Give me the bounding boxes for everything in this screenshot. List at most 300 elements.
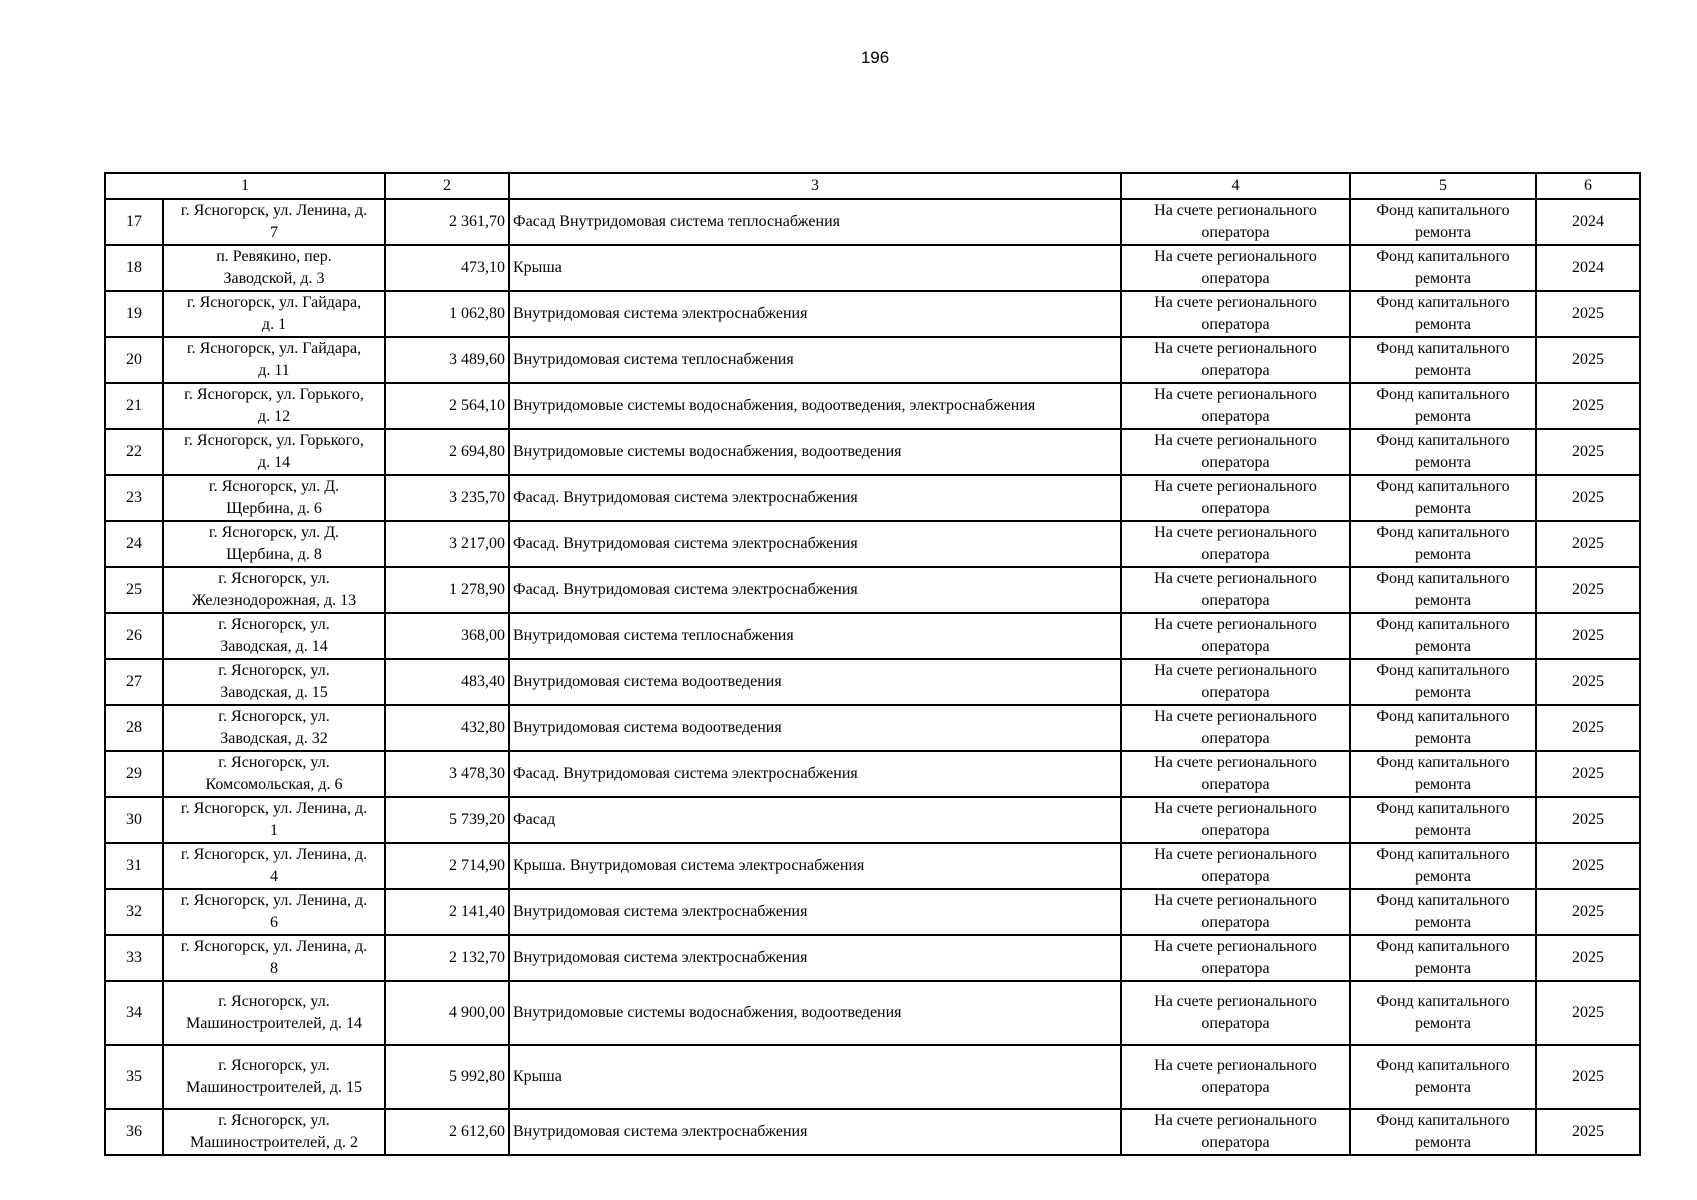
address-cell-text: г. Ясногорск, ул. Гайдара,	[186, 294, 362, 311]
account-cell-text: На счете регионального	[1154, 800, 1317, 817]
area-cell-text: 3 489,60	[449, 351, 505, 368]
funding-source-cell-text: ремонта	[1414, 316, 1472, 333]
work-type-cell	[509, 291, 1121, 337]
account-cell	[1121, 383, 1350, 429]
row-number-cell	[105, 935, 163, 981]
funding-source-cell-text: Фонд капитального	[1376, 800, 1510, 817]
year-cell-text: 2025	[1572, 1123, 1604, 1140]
year-cell	[1536, 291, 1640, 337]
address-cell-text: г. Ясногорск, ул.	[218, 708, 330, 725]
funding-source-cell	[1350, 429, 1536, 475]
address-cell-text: Комсомольская, д. 6	[205, 776, 343, 793]
address-cell	[163, 567, 385, 613]
account-cell	[1121, 981, 1350, 1045]
account-cell-text: На счете регионального	[1154, 993, 1317, 1010]
year-cell-text: 2025	[1572, 673, 1604, 690]
area-cell-text: 5 992,80	[449, 1068, 505, 1085]
funding-source-cell-text: ремонта	[1414, 1079, 1472, 1096]
work-type-cell	[509, 981, 1121, 1045]
table-row	[105, 245, 1640, 291]
account-cell	[1121, 521, 1350, 567]
funding-source-cell	[1350, 613, 1536, 659]
area-cell	[385, 1045, 509, 1109]
account-cell-text: оператора	[1201, 224, 1270, 241]
funding-source-cell-text: ремонта	[1414, 638, 1472, 655]
address-cell-text: г. Ясногорск, ул. Горького,	[184, 432, 364, 449]
funding-source-cell-text: ремонта	[1414, 868, 1472, 885]
row-number-cell	[105, 521, 163, 567]
address-cell-text: 7	[270, 224, 278, 241]
address-cell-text: д. 11	[258, 362, 290, 379]
row-number-cell-text: 32	[126, 903, 142, 920]
funding-source-cell-text: Фонд капитального	[1376, 993, 1510, 1010]
work-type-cell	[509, 245, 1121, 291]
address-cell-text: г. Ясногорск, ул. Гайдара,	[186, 340, 362, 357]
year-cell-text: 2025	[1572, 903, 1604, 920]
column-header-6: 6	[1536, 173, 1640, 199]
address-cell-text: г. Ясногорск, ул.	[218, 1112, 330, 1129]
account-cell-text: оператора	[1201, 362, 1270, 379]
table-row	[105, 1045, 1640, 1109]
year-cell-text: 2025	[1572, 305, 1604, 322]
funding-source-cell-text: ремонта	[1414, 1015, 1472, 1032]
address-cell	[163, 429, 385, 475]
account-cell-text: оператора	[1201, 776, 1270, 793]
funding-source-cell-text: Фонд капитального	[1376, 662, 1510, 679]
area-cell-text: 3 235,70	[449, 489, 505, 506]
account-cell-text: оператора	[1201, 730, 1270, 747]
area-cell-text: 3 217,00	[449, 535, 505, 552]
year-cell-text: 2025	[1572, 489, 1604, 506]
work-type-cell	[509, 613, 1121, 659]
year-cell	[1536, 659, 1640, 705]
work-type-cell-text: Внутридомовая система теплоснабжения	[513, 351, 794, 368]
work-type-cell-text: Крыша	[513, 259, 562, 276]
account-cell	[1121, 199, 1350, 245]
year-cell-text: 2025	[1572, 443, 1604, 460]
funding-source-cell	[1350, 751, 1536, 797]
address-cell-text: 1	[270, 822, 278, 839]
area-cell-text: 2 612,60	[449, 1123, 505, 1140]
work-type-cell	[509, 797, 1121, 843]
year-cell-text: 2025	[1572, 1068, 1604, 1085]
table-row	[105, 1109, 1640, 1155]
table-row	[105, 797, 1640, 843]
account-cell-text: оператора	[1201, 316, 1270, 333]
account-cell-text: оператора	[1201, 546, 1270, 563]
address-cell	[163, 1045, 385, 1109]
funding-source-cell	[1350, 1109, 1536, 1155]
area-cell-text: 1 062,80	[449, 305, 505, 322]
row-number-cell-text: 33	[126, 949, 142, 966]
table-row	[105, 429, 1640, 475]
funding-source-cell-text: ремонта	[1414, 408, 1472, 425]
year-cell	[1536, 337, 1640, 383]
year-cell	[1536, 475, 1640, 521]
area-cell-text: 1 278,90	[449, 581, 505, 598]
funding-source-cell-text: ремонта	[1414, 362, 1472, 379]
year-cell	[1536, 797, 1640, 843]
work-type-cell	[509, 705, 1121, 751]
funding-source-cell-text: Фонд капитального	[1376, 202, 1510, 219]
area-cell	[385, 383, 509, 429]
row-number-cell-text: 36	[126, 1123, 142, 1140]
area-cell-text: 5 739,20	[449, 811, 505, 828]
account-cell-text: На счете регионального	[1154, 524, 1317, 541]
address-cell-text: г. Ясногорск, ул. Ленина, д.	[180, 892, 368, 909]
account-cell-text: оператора	[1201, 1134, 1270, 1151]
address-cell-text: г. Ясногорск, ул. Д.	[208, 524, 340, 541]
column-header-2: 2	[385, 173, 509, 199]
account-cell-text: оператора	[1201, 592, 1270, 609]
funding-source-cell	[1350, 337, 1536, 383]
address-cell	[163, 705, 385, 751]
work-type-cell-text: Внутридомовая система электроснабжения	[513, 305, 808, 322]
account-cell	[1121, 751, 1350, 797]
work-type-cell-text: Крыша. Внутридомовая система электроснабжения	[513, 857, 865, 874]
table-row	[105, 199, 1640, 245]
work-type-cell	[509, 337, 1121, 383]
account-cell-text: На счете регионального	[1154, 938, 1317, 955]
year-cell	[1536, 1045, 1640, 1109]
account-cell-text: На счете регионального	[1154, 892, 1317, 909]
funding-source-cell	[1350, 843, 1536, 889]
funding-source-cell-text: Фонд капитального	[1376, 294, 1510, 311]
account-cell-text: оператора	[1201, 914, 1270, 931]
area-cell-text: 2 141,40	[449, 903, 505, 920]
work-type-cell-text: Крыша	[513, 1068, 562, 1085]
address-cell-text: г. Ясногорск, ул.	[218, 1057, 330, 1074]
work-type-cell	[509, 751, 1121, 797]
work-type-cell-text: Внутридомовые системы водоснабжения, водоотведения	[513, 443, 902, 460]
work-type-cell-text: Внутридомовая система электроснабжения	[513, 949, 808, 966]
address-cell	[163, 291, 385, 337]
account-cell	[1121, 245, 1350, 291]
funding-source-cell	[1350, 567, 1536, 613]
row-number-cell	[105, 475, 163, 521]
account-cell-text: На счете регионального	[1154, 616, 1317, 633]
account-cell	[1121, 935, 1350, 981]
account-cell-text: На счете регионального	[1154, 294, 1317, 311]
repair-schedule-table	[104, 172, 1641, 1156]
area-cell	[385, 843, 509, 889]
year-cell	[1536, 567, 1640, 613]
funding-source-cell-text: ремонта	[1414, 914, 1472, 931]
address-cell-text: Машиностроителей, д. 2	[190, 1134, 358, 1151]
address-cell-text: г. Ясногорск, ул.	[218, 570, 330, 587]
row-number-cell	[105, 705, 163, 751]
address-cell-text: г. Ясногорск, ул. Ленина, д.	[180, 800, 368, 817]
area-cell	[385, 245, 509, 291]
work-type-cell	[509, 429, 1121, 475]
account-cell-text: оператора	[1201, 684, 1270, 701]
row-number-cell	[105, 659, 163, 705]
year-cell-text: 2025	[1572, 535, 1604, 552]
funding-source-cell-text: ремонта	[1414, 224, 1472, 241]
funding-source-cell	[1350, 291, 1536, 337]
table-row	[105, 935, 1640, 981]
table-row	[105, 705, 1640, 751]
row-number-cell-text: 18	[126, 259, 142, 276]
work-type-cell	[509, 567, 1121, 613]
address-cell-text: г. Ясногорск, ул. Д.	[208, 478, 340, 495]
table-row	[105, 659, 1640, 705]
address-cell	[163, 245, 385, 291]
area-cell	[385, 981, 509, 1045]
address-cell	[163, 475, 385, 521]
address-cell	[163, 797, 385, 843]
address-cell-text: г. Ясногорск, ул.	[218, 662, 330, 679]
funding-source-cell-text: Фонд капитального	[1376, 708, 1510, 725]
account-cell-text: На счете регионального	[1154, 432, 1317, 449]
year-cell-text: 2025	[1572, 1004, 1604, 1021]
table-body	[105, 199, 1640, 1155]
funding-source-cell	[1350, 981, 1536, 1045]
account-cell-text: На счете регионального	[1154, 662, 1317, 679]
work-type-cell-text: Фасад. Внутридомовая система электроснабжения	[513, 765, 858, 782]
row-number-cell-text: 27	[126, 673, 142, 690]
account-cell	[1121, 659, 1350, 705]
address-cell-text: Железнодорожная, д. 13	[191, 592, 357, 609]
funding-source-cell-text: Фонд капитального	[1376, 524, 1510, 541]
address-cell-text: г. Ясногорск, ул. Ленина, д.	[180, 846, 368, 863]
year-cell-text: 2024	[1572, 259, 1604, 276]
account-cell	[1121, 291, 1350, 337]
account-cell-text: На счете регионального	[1154, 1112, 1317, 1129]
funding-source-cell	[1350, 889, 1536, 935]
work-type-cell-text: Внутридомовая система водоотведения	[513, 673, 782, 690]
year-cell-text: 2024	[1572, 213, 1604, 230]
funding-source-cell-text: ремонта	[1414, 1134, 1472, 1151]
address-cell-text: д. 12	[257, 408, 291, 425]
row-number-cell-text: 26	[126, 627, 142, 644]
work-type-cell-text: Фасад. Внутридомовая система электроснабжения	[513, 581, 858, 598]
account-cell-text: На счете регионального	[1154, 248, 1317, 265]
area-cell	[385, 659, 509, 705]
account-cell-text: оператора	[1201, 454, 1270, 471]
work-type-cell	[509, 659, 1121, 705]
table-row	[105, 567, 1640, 613]
account-cell	[1121, 797, 1350, 843]
row-number-cell	[105, 199, 163, 245]
funding-source-cell-text: ремонта	[1414, 270, 1472, 287]
area-cell	[385, 429, 509, 475]
funding-source-cell-text: ремонта	[1414, 454, 1472, 471]
funding-source-cell	[1350, 475, 1536, 521]
year-cell	[1536, 889, 1640, 935]
row-number-cell-text: 25	[126, 581, 142, 598]
year-cell	[1536, 245, 1640, 291]
account-cell-text: На счете регионального	[1154, 340, 1317, 357]
area-cell	[385, 935, 509, 981]
row-number-cell	[105, 613, 163, 659]
work-type-cell-text: Внутридомовая система электроснабжения	[513, 903, 808, 920]
row-number-cell	[105, 1045, 163, 1109]
year-cell-text: 2025	[1572, 857, 1604, 874]
address-cell-text: д. 1	[261, 316, 287, 333]
year-cell	[1536, 935, 1640, 981]
funding-source-cell	[1350, 659, 1536, 705]
funding-source-cell	[1350, 935, 1536, 981]
work-type-cell-text: Внутридомовые системы водоснабжения, водоотведения	[513, 1004, 902, 1021]
column-header-5: 5	[1350, 173, 1536, 199]
year-cell-text: 2025	[1572, 627, 1604, 644]
table-row	[105, 521, 1640, 567]
address-cell-text: г. Ясногорск, ул.	[218, 993, 330, 1010]
funding-source-cell-text: ремонта	[1414, 546, 1472, 563]
account-cell	[1121, 705, 1350, 751]
page-number: 196	[860, 48, 890, 67]
row-number-cell-text: 35	[126, 1068, 142, 1085]
column-header-4: 4	[1121, 173, 1350, 199]
address-cell-text: Заводская, д. 32	[220, 730, 328, 747]
area-cell	[385, 889, 509, 935]
funding-source-cell-text: Фонд капитального	[1376, 570, 1510, 587]
account-cell-text: оператора	[1201, 638, 1270, 655]
address-cell-text: Машиностроителей, д. 15	[186, 1079, 362, 1096]
address-cell-text: 6	[270, 914, 278, 931]
row-number-cell-text: 24	[126, 535, 142, 552]
funding-source-cell-text: ремонта	[1414, 592, 1472, 609]
area-cell	[385, 337, 509, 383]
account-cell-text: оператора	[1201, 500, 1270, 517]
row-number-cell-text: 30	[126, 811, 142, 828]
year-cell-text: 2025	[1572, 581, 1604, 598]
funding-source-cell-text: Фонд капитального	[1376, 432, 1510, 449]
year-cell	[1536, 843, 1640, 889]
row-number-cell-text: 29	[126, 765, 142, 782]
funding-source-cell-text: ремонта	[1414, 500, 1472, 517]
table-row	[105, 337, 1640, 383]
account-cell	[1121, 337, 1350, 383]
row-number-cell	[105, 429, 163, 475]
address-cell-text: Заводской, д. 3	[223, 270, 325, 287]
address-cell	[163, 521, 385, 567]
account-cell	[1121, 475, 1350, 521]
address-cell	[163, 843, 385, 889]
address-cell-text: г. Ясногорск, ул. Ленина, д.	[180, 202, 368, 219]
row-number-cell	[105, 751, 163, 797]
row-number-cell	[105, 567, 163, 613]
year-cell	[1536, 199, 1640, 245]
work-type-cell-text: Внутридомовые системы водоснабжения, водоотведения, электроснабжения	[513, 397, 1036, 414]
work-type-cell	[509, 1045, 1121, 1109]
address-cell-text: Заводская, д. 15	[220, 684, 328, 701]
column-header-1: 1	[105, 173, 385, 199]
address-cell-text: г. Ясногорск, ул. Ленина, д.	[180, 938, 368, 955]
row-number-cell-text: 22	[126, 443, 142, 460]
address-cell-text: 8	[270, 960, 278, 977]
area-cell-text: 432,80	[461, 719, 505, 736]
address-cell	[163, 889, 385, 935]
area-cell	[385, 521, 509, 567]
area-cell-text: 4 900,00	[449, 1004, 505, 1021]
address-cell-text: п. Ревякино, пер.	[216, 248, 332, 265]
work-type-cell	[509, 383, 1121, 429]
address-cell-text: г. Ясногорск, ул. Горького,	[184, 386, 364, 403]
account-cell-text: оператора	[1201, 270, 1270, 287]
address-cell	[163, 659, 385, 705]
area-cell	[385, 751, 509, 797]
address-cell	[163, 613, 385, 659]
account-cell-text: На счете регионального	[1154, 386, 1317, 403]
funding-source-cell-text: Фонд капитального	[1376, 616, 1510, 633]
account-cell	[1121, 1109, 1350, 1155]
row-number-cell-text: 23	[126, 489, 142, 506]
work-type-cell-text: Внутридомовая система электроснабжения	[513, 1123, 808, 1140]
work-type-cell-text: Фасад Внутридомовая система теплоснабжения	[513, 213, 840, 230]
work-type-cell	[509, 199, 1121, 245]
funding-source-cell-text: Фонд капитального	[1376, 846, 1510, 863]
funding-source-cell-text: Фонд капитального	[1376, 478, 1510, 495]
year-cell-text: 2025	[1572, 351, 1604, 368]
address-cell	[163, 199, 385, 245]
account-cell-text: оператора	[1201, 1079, 1270, 1096]
account-cell-text: На счете регионального	[1154, 708, 1317, 725]
row-number-cell-text: 20	[126, 351, 142, 368]
account-cell-text: На счете регионального	[1154, 754, 1317, 771]
area-cell	[385, 797, 509, 843]
row-number-cell	[105, 337, 163, 383]
account-cell-text: На счете регионального	[1154, 1057, 1317, 1074]
column-number-row	[105, 173, 1640, 199]
row-number-cell	[105, 1109, 163, 1155]
row-number-cell	[105, 843, 163, 889]
account-cell	[1121, 613, 1350, 659]
funding-source-cell-text: ремонта	[1414, 960, 1472, 977]
area-cell	[385, 475, 509, 521]
funding-source-cell	[1350, 521, 1536, 567]
funding-source-cell	[1350, 245, 1536, 291]
address-cell-text: г. Ясногорск, ул.	[218, 616, 330, 633]
row-number-cell-text: 19	[126, 305, 142, 322]
row-number-cell	[105, 981, 163, 1045]
account-cell-text: оператора	[1201, 868, 1270, 885]
area-cell	[385, 705, 509, 751]
row-number-cell-text: 31	[126, 857, 142, 874]
funding-source-cell	[1350, 199, 1536, 245]
row-number-cell	[105, 889, 163, 935]
address-cell	[163, 383, 385, 429]
address-cell	[163, 337, 385, 383]
area-cell-text: 483,40	[461, 673, 505, 690]
work-type-cell	[509, 889, 1121, 935]
funding-source-cell-text: Фонд капитального	[1376, 938, 1510, 955]
funding-source-cell	[1350, 1045, 1536, 1109]
table-row	[105, 751, 1640, 797]
year-cell-text: 2025	[1572, 811, 1604, 828]
funding-source-cell-text: Фонд капитального	[1376, 340, 1510, 357]
table-row	[105, 613, 1640, 659]
work-type-cell-text: Внутридомовая система водоотведения	[513, 719, 782, 736]
funding-source-cell-text: Фонд капитального	[1376, 248, 1510, 265]
work-type-cell-text: Внутридомовая система теплоснабжения	[513, 627, 794, 644]
area-cell	[385, 567, 509, 613]
table-row	[105, 383, 1640, 429]
funding-source-cell-text: Фонд капитального	[1376, 892, 1510, 909]
year-cell	[1536, 705, 1640, 751]
row-number-cell-text: 28	[126, 719, 142, 736]
table-row	[105, 981, 1640, 1045]
year-cell	[1536, 751, 1640, 797]
row-number-cell	[105, 245, 163, 291]
address-cell	[163, 751, 385, 797]
account-cell	[1121, 843, 1350, 889]
address-cell-text: г. Ясногорск, ул.	[218, 754, 330, 771]
account-cell	[1121, 889, 1350, 935]
funding-source-cell-text: ремонта	[1414, 822, 1472, 839]
work-type-cell	[509, 521, 1121, 567]
